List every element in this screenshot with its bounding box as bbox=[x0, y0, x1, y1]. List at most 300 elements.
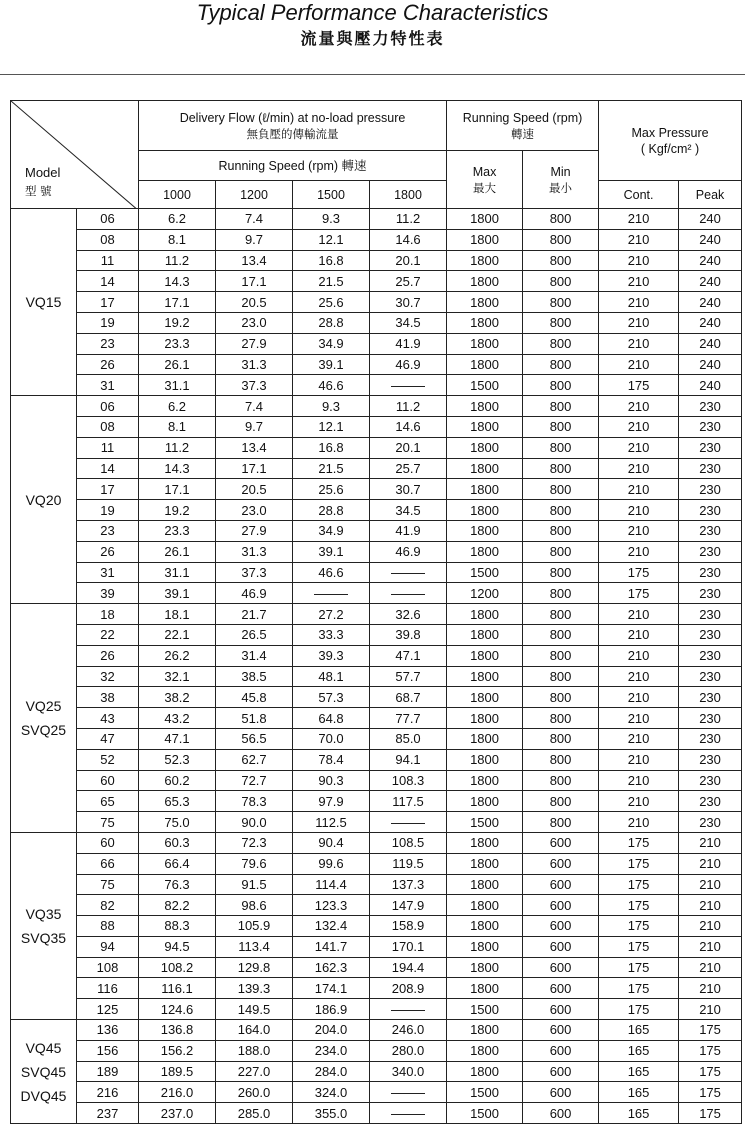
size-cell: 18 bbox=[77, 604, 139, 625]
flow-1200-cell: 113.4 bbox=[216, 936, 293, 957]
flow-1500-cell: 90.3 bbox=[293, 770, 370, 791]
max-speed-cell: 1800 bbox=[447, 229, 523, 250]
flow-1000-cell: 156.2 bbox=[139, 1040, 216, 1061]
peak-pressure-cell: 210 bbox=[679, 832, 742, 853]
size-cell: 60 bbox=[77, 832, 139, 853]
size-cell: 06 bbox=[77, 396, 139, 417]
flow-1000-cell: 237.0 bbox=[139, 1103, 216, 1124]
size-cell: 08 bbox=[77, 416, 139, 437]
model-name: VQ20 bbox=[25, 491, 62, 508]
min-speed-cell: 800 bbox=[523, 396, 599, 417]
flow-1200-cell: 26.5 bbox=[216, 624, 293, 645]
size-cell: 11 bbox=[77, 437, 139, 458]
flow-1500-cell: 90.4 bbox=[293, 832, 370, 853]
table-row bbox=[11, 916, 742, 937]
flow-1000-cell: 43.2 bbox=[139, 708, 216, 729]
peak-pressure-cell: 240 bbox=[679, 271, 742, 292]
flow-1000-cell: 66.4 bbox=[139, 853, 216, 874]
max-speed-cell: 1800 bbox=[447, 437, 523, 458]
min-speed-cell: 600 bbox=[523, 832, 599, 853]
max-speed-cell: 1800 bbox=[447, 978, 523, 999]
max-speed-cell: 1500 bbox=[447, 999, 523, 1020]
table-row bbox=[11, 312, 742, 333]
flow-1800-cell bbox=[370, 375, 447, 396]
table-row bbox=[11, 978, 742, 999]
max-speed-cell: 1800 bbox=[447, 541, 523, 562]
table-row bbox=[11, 396, 742, 417]
min-speed-cell: 800 bbox=[523, 479, 599, 500]
cont-pressure-cell: 210 bbox=[599, 209, 679, 230]
flow-1800-cell: 170.1 bbox=[370, 936, 447, 957]
flow-1000-cell: 8.1 bbox=[139, 229, 216, 250]
flow-1800-cell: 25.7 bbox=[370, 271, 447, 292]
cont-pressure-cell: 210 bbox=[599, 396, 679, 417]
flow-1800-cell: 34.5 bbox=[370, 500, 447, 521]
peak-pressure-cell: 230 bbox=[679, 520, 742, 541]
peak-pressure-cell: 210 bbox=[679, 999, 742, 1020]
cont-pressure-cell: 165 bbox=[599, 1103, 679, 1124]
max-speed-cell: 1800 bbox=[447, 209, 523, 230]
min-speed-cell: 800 bbox=[523, 416, 599, 437]
max-speed-cell: 1800 bbox=[447, 874, 523, 895]
cont-pressure-cell: 210 bbox=[599, 292, 679, 313]
flow-1800-cell: 340.0 bbox=[370, 1061, 447, 1082]
flow-1800-cell bbox=[370, 1082, 447, 1103]
speed-header-1000: 1000 bbox=[139, 181, 216, 209]
cont-pressure-cell: 210 bbox=[599, 624, 679, 645]
size-cell: 116 bbox=[77, 978, 139, 999]
flow-1000-cell: 32.1 bbox=[139, 666, 216, 687]
model-name: DVQ45 bbox=[20, 1087, 67, 1104]
max-speed-cell: 1800 bbox=[447, 458, 523, 479]
flow-1800-cell: 11.2 bbox=[370, 396, 447, 417]
table-row bbox=[11, 874, 742, 895]
cont-pressure-cell: 175 bbox=[599, 832, 679, 853]
delivery-flow-header bbox=[139, 101, 447, 151]
peak-pressure-cell: 240 bbox=[679, 354, 742, 375]
flow-1500-cell bbox=[293, 583, 370, 604]
table-row bbox=[11, 645, 742, 666]
flow-1000-cell: 31.1 bbox=[139, 375, 216, 396]
min-speed-cell: 800 bbox=[523, 604, 599, 625]
flow-1500-cell: 78.4 bbox=[293, 749, 370, 770]
flow-1000-cell: 6.2 bbox=[139, 396, 216, 417]
peak-pressure-cell: 175 bbox=[679, 1103, 742, 1124]
max-speed-cell: 1800 bbox=[447, 645, 523, 666]
table-row bbox=[11, 292, 742, 313]
min-speed-cell: 600 bbox=[523, 1061, 599, 1082]
flow-1200-cell: 9.7 bbox=[216, 416, 293, 437]
flow-1000-cell: 60.3 bbox=[139, 832, 216, 853]
flow-1800-cell: 246.0 bbox=[370, 1020, 447, 1041]
peak-pressure-cell: 175 bbox=[679, 1040, 742, 1061]
header-divider bbox=[0, 74, 745, 75]
flow-1800-cell: 34.5 bbox=[370, 312, 447, 333]
cont-pressure-cell: 175 bbox=[599, 562, 679, 583]
flow-1200-cell: 139.3 bbox=[216, 978, 293, 999]
max-speed-cell: 1800 bbox=[447, 1040, 523, 1061]
max-speed-cell: 1800 bbox=[447, 770, 523, 791]
min-speed-cell: 800 bbox=[523, 375, 599, 396]
flow-1800-cell: 20.1 bbox=[370, 250, 447, 271]
flow-1000-cell: 47.1 bbox=[139, 728, 216, 749]
flow-1500-cell: 123.3 bbox=[293, 895, 370, 916]
size-cell: 14 bbox=[77, 271, 139, 292]
max-speed-cell: 1800 bbox=[447, 312, 523, 333]
flow-1200-cell: 105.9 bbox=[216, 916, 293, 937]
table-row bbox=[11, 416, 742, 437]
flow-1200-cell: 7.4 bbox=[216, 209, 293, 230]
size-cell: 17 bbox=[77, 292, 139, 313]
size-cell: 94 bbox=[77, 936, 139, 957]
flow-1200-cell: 27.9 bbox=[216, 333, 293, 354]
min-speed-cell: 600 bbox=[523, 1020, 599, 1041]
cont-pressure-cell: 210 bbox=[599, 791, 679, 812]
flow-1500-cell: 39.1 bbox=[293, 354, 370, 375]
flow-1200-cell: 90.0 bbox=[216, 812, 293, 833]
flow-1500-cell: 12.1 bbox=[293, 229, 370, 250]
flow-1000-cell: 19.2 bbox=[139, 312, 216, 333]
flow-1000-cell: 14.3 bbox=[139, 271, 216, 292]
flow-1500-cell: 355.0 bbox=[293, 1103, 370, 1124]
cont-pressure-cell: 175 bbox=[599, 978, 679, 999]
min-speed-header bbox=[523, 151, 599, 209]
flow-1000-cell: 26.1 bbox=[139, 541, 216, 562]
flow-1500-cell: 25.6 bbox=[293, 479, 370, 500]
max-pressure-header bbox=[599, 101, 742, 181]
flow-1800-cell: 39.8 bbox=[370, 624, 447, 645]
table-row bbox=[11, 1020, 742, 1041]
cont-pressure-cell: 165 bbox=[599, 1082, 679, 1103]
table-row bbox=[11, 666, 742, 687]
table-row bbox=[11, 209, 742, 230]
flow-1800-cell: 158.9 bbox=[370, 916, 447, 937]
max-speed-cell: 1800 bbox=[447, 728, 523, 749]
flow-1000-cell: 65.3 bbox=[139, 791, 216, 812]
flow-1200-cell: 27.9 bbox=[216, 520, 293, 541]
dash-mark bbox=[391, 573, 425, 574]
peak-pressure-cell: 230 bbox=[679, 479, 742, 500]
flow-1500-cell: 97.9 bbox=[293, 791, 370, 812]
size-cell: 19 bbox=[77, 500, 139, 521]
max-speed-cell: 1800 bbox=[447, 1061, 523, 1082]
size-cell: 216 bbox=[77, 1082, 139, 1103]
page-title: Typical Performance Characteristics bbox=[196, 0, 549, 25]
cont-pressure-cell: 210 bbox=[599, 500, 679, 521]
peak-pressure-cell: 240 bbox=[679, 250, 742, 271]
model-group-cell bbox=[11, 396, 77, 604]
flow-1500-cell: 284.0 bbox=[293, 1061, 370, 1082]
flow-1000-cell: 26.1 bbox=[139, 354, 216, 375]
min-speed-cell: 800 bbox=[523, 209, 599, 230]
size-cell: 75 bbox=[77, 874, 139, 895]
flow-1000-cell: 108.2 bbox=[139, 957, 216, 978]
flow-1000-cell: 76.3 bbox=[139, 874, 216, 895]
flow-1200-cell: 38.5 bbox=[216, 666, 293, 687]
min-speed-cell: 800 bbox=[523, 541, 599, 562]
flow-1000-cell: 82.2 bbox=[139, 895, 216, 916]
flow-1800-cell: 14.6 bbox=[370, 229, 447, 250]
peak-pressure-cell: 240 bbox=[679, 333, 742, 354]
cont-pressure-cell: 175 bbox=[599, 936, 679, 957]
flow-1500-cell: 16.8 bbox=[293, 437, 370, 458]
flow-1500-cell: 46.6 bbox=[293, 562, 370, 583]
peak-pressure-cell: 230 bbox=[679, 562, 742, 583]
flow-1200-cell: 91.5 bbox=[216, 874, 293, 895]
min-speed-cell: 800 bbox=[523, 583, 599, 604]
flow-1200-cell: 129.8 bbox=[216, 957, 293, 978]
max-speed-cell: 1800 bbox=[447, 354, 523, 375]
flow-1000-cell: 189.5 bbox=[139, 1061, 216, 1082]
max-speed-header bbox=[447, 151, 523, 209]
flow-1800-cell: 46.9 bbox=[370, 354, 447, 375]
table-row bbox=[11, 687, 742, 708]
peak-pressure-cell: 230 bbox=[679, 812, 742, 833]
peak-pressure-cell: 230 bbox=[679, 749, 742, 770]
peak-pressure-cell: 240 bbox=[679, 375, 742, 396]
peak-pressure-cell: 230 bbox=[679, 437, 742, 458]
model-group-cell bbox=[11, 1020, 77, 1124]
flow-1800-cell: 57.7 bbox=[370, 666, 447, 687]
peak-pressure-cell: 230 bbox=[679, 624, 742, 645]
peak-pressure-cell: 240 bbox=[679, 292, 742, 313]
cont-pressure-cell: 210 bbox=[599, 250, 679, 271]
dash-mark bbox=[391, 386, 425, 387]
peak-pressure-cell: 175 bbox=[679, 1061, 742, 1082]
flow-1200-cell: 31.4 bbox=[216, 645, 293, 666]
table-row bbox=[11, 749, 742, 770]
cont-pressure-cell: 210 bbox=[599, 687, 679, 708]
flow-1200-cell: 227.0 bbox=[216, 1061, 293, 1082]
flow-1500-cell: 28.8 bbox=[293, 312, 370, 333]
model-group-cell bbox=[11, 604, 77, 833]
min-speed-cell: 800 bbox=[523, 500, 599, 521]
peak-pressure-header: Peak bbox=[679, 181, 742, 209]
min-speed-cell: 800 bbox=[523, 520, 599, 541]
peak-pressure-cell: 210 bbox=[679, 916, 742, 937]
model-name: VQ35 bbox=[25, 905, 62, 922]
peak-pressure-cell: 230 bbox=[679, 500, 742, 521]
model-label: Model bbox=[25, 165, 61, 180]
flow-1200-cell: 7.4 bbox=[216, 396, 293, 417]
max-speed-cell: 1800 bbox=[447, 479, 523, 500]
size-cell: 23 bbox=[77, 520, 139, 541]
size-cell: 26 bbox=[77, 645, 139, 666]
flow-1200-cell: 20.5 bbox=[216, 479, 293, 500]
cont-pressure-cell: 210 bbox=[599, 812, 679, 833]
model-name: VQ25 bbox=[25, 698, 62, 715]
peak-pressure-cell: 230 bbox=[679, 770, 742, 791]
table-row bbox=[11, 479, 742, 500]
flow-1800-cell: 94.1 bbox=[370, 749, 447, 770]
model-header-cell bbox=[11, 101, 139, 209]
flow-1000-cell: 124.6 bbox=[139, 999, 216, 1020]
flow-1500-cell: 9.3 bbox=[293, 209, 370, 230]
min-speed-cell: 600 bbox=[523, 874, 599, 895]
flow-1800-cell: 85.0 bbox=[370, 728, 447, 749]
table-row bbox=[11, 458, 742, 479]
flow-1500-cell: 234.0 bbox=[293, 1040, 370, 1061]
peak-pressure-cell: 230 bbox=[679, 458, 742, 479]
table-row bbox=[11, 250, 742, 271]
table-row bbox=[11, 583, 742, 604]
model-group-cell bbox=[11, 832, 77, 1019]
min-speed-cell: 800 bbox=[523, 687, 599, 708]
flow-1200-cell: 13.4 bbox=[216, 437, 293, 458]
cont-pressure-cell: 210 bbox=[599, 770, 679, 791]
model-name: SVQ45 bbox=[20, 1063, 67, 1080]
flow-1200-cell: 31.3 bbox=[216, 541, 293, 562]
flow-1200-cell: 9.7 bbox=[216, 229, 293, 250]
min-speed-cell: 800 bbox=[523, 229, 599, 250]
min-speed-cell: 800 bbox=[523, 333, 599, 354]
max-speed-cell: 1800 bbox=[447, 396, 523, 417]
model-name: VQ45 bbox=[25, 1039, 62, 1056]
running-speed-header bbox=[447, 101, 599, 151]
min-label: Min bbox=[550, 164, 571, 179]
min-speed-cell: 800 bbox=[523, 749, 599, 770]
min-speed-cell: 600 bbox=[523, 1040, 599, 1061]
flow-1200-cell: 46.9 bbox=[216, 583, 293, 604]
flow-1000-cell: 216.0 bbox=[139, 1082, 216, 1103]
table-row bbox=[11, 271, 742, 292]
flow-1500-cell: 34.9 bbox=[293, 333, 370, 354]
delivery-flow-title: Delivery Flow (ℓ/min) at no-load pressure bbox=[179, 110, 406, 125]
running-speed-title-cjk: 轉速 bbox=[511, 126, 535, 141]
speed-header-1200: 1200 bbox=[216, 181, 293, 209]
cont-pressure-cell: 210 bbox=[599, 749, 679, 770]
flow-1200-cell: 37.3 bbox=[216, 562, 293, 583]
max-speed-cell: 1800 bbox=[447, 250, 523, 271]
cont-pressure-cell: 210 bbox=[599, 416, 679, 437]
size-cell: 26 bbox=[77, 541, 139, 562]
max-speed-cell: 1500 bbox=[447, 1082, 523, 1103]
size-cell: 31 bbox=[77, 562, 139, 583]
max-speed-cell: 1800 bbox=[447, 895, 523, 916]
flow-1200-cell: 13.4 bbox=[216, 250, 293, 271]
peak-pressure-cell: 240 bbox=[679, 209, 742, 230]
flow-1000-cell: 23.3 bbox=[139, 333, 216, 354]
table-row bbox=[11, 333, 742, 354]
table-row bbox=[11, 957, 742, 978]
flow-1800-cell: 108.5 bbox=[370, 832, 447, 853]
max-speed-cell: 1800 bbox=[447, 333, 523, 354]
flow-1000-cell: 18.1 bbox=[139, 604, 216, 625]
flow-1200-cell: 45.8 bbox=[216, 687, 293, 708]
max-speed-cell: 1800 bbox=[447, 624, 523, 645]
flow-1000-cell: 11.2 bbox=[139, 250, 216, 271]
flow-1500-cell: 39.3 bbox=[293, 645, 370, 666]
flow-1000-cell: 31.1 bbox=[139, 562, 216, 583]
peak-pressure-cell: 230 bbox=[679, 583, 742, 604]
peak-pressure-cell: 210 bbox=[679, 895, 742, 916]
max-speed-cell: 1800 bbox=[447, 416, 523, 437]
cont-pressure-cell: 165 bbox=[599, 1020, 679, 1041]
max-speed-cell: 1800 bbox=[447, 1020, 523, 1041]
flow-1200-cell: 21.7 bbox=[216, 604, 293, 625]
peak-pressure-cell: 230 bbox=[679, 396, 742, 417]
flow-1500-cell: 9.3 bbox=[293, 396, 370, 417]
model-group-cell bbox=[11, 209, 77, 396]
size-cell: 88 bbox=[77, 916, 139, 937]
size-cell: 189 bbox=[77, 1061, 139, 1082]
flow-1000-cell: 39.1 bbox=[139, 583, 216, 604]
cont-pressure-cell: 210 bbox=[599, 645, 679, 666]
flow-1800-cell: 147.9 bbox=[370, 895, 447, 916]
table-row bbox=[11, 936, 742, 957]
cont-pressure-cell: 175 bbox=[599, 916, 679, 937]
cont-pressure-cell: 210 bbox=[599, 229, 679, 250]
flow-1000-cell: 38.2 bbox=[139, 687, 216, 708]
flow-1000-cell: 6.2 bbox=[139, 209, 216, 230]
min-speed-cell: 800 bbox=[523, 645, 599, 666]
max-label-cjk: 最大 bbox=[473, 180, 497, 195]
flow-1200-cell: 188.0 bbox=[216, 1040, 293, 1061]
peak-pressure-cell: 230 bbox=[679, 645, 742, 666]
flow-1500-cell: 39.1 bbox=[293, 541, 370, 562]
flow-1000-cell: 17.1 bbox=[139, 479, 216, 500]
size-cell: 06 bbox=[77, 209, 139, 230]
flow-1800-cell: 117.5 bbox=[370, 791, 447, 812]
min-speed-cell: 600 bbox=[523, 936, 599, 957]
peak-pressure-cell: 210 bbox=[679, 936, 742, 957]
max-speed-cell: 1800 bbox=[447, 957, 523, 978]
max-speed-cell: 1800 bbox=[447, 687, 523, 708]
size-cell: 108 bbox=[77, 957, 139, 978]
speed-header-1800: 1800 bbox=[370, 181, 447, 209]
table-row bbox=[11, 791, 742, 812]
flow-1800-cell bbox=[370, 999, 447, 1020]
size-cell: 22 bbox=[77, 624, 139, 645]
page-subtitle: 流量與壓力特性表 bbox=[300, 29, 445, 48]
flow-1800-cell bbox=[370, 562, 447, 583]
table-row bbox=[11, 437, 742, 458]
min-label-cjk: 最小 bbox=[549, 180, 573, 195]
flow-1500-cell: 64.8 bbox=[293, 708, 370, 729]
max-speed-cell: 1800 bbox=[447, 520, 523, 541]
flow-1800-cell: 77.7 bbox=[370, 708, 447, 729]
size-cell: 66 bbox=[77, 853, 139, 874]
flow-1500-cell: 33.3 bbox=[293, 624, 370, 645]
cont-pressure-cell: 210 bbox=[599, 354, 679, 375]
max-label: Max bbox=[472, 164, 497, 179]
max-speed-cell: 1800 bbox=[447, 936, 523, 957]
min-speed-cell: 800 bbox=[523, 250, 599, 271]
flow-1800-cell: 30.7 bbox=[370, 479, 447, 500]
peak-pressure-cell: 240 bbox=[679, 312, 742, 333]
size-cell: 32 bbox=[77, 666, 139, 687]
peak-pressure-cell: 210 bbox=[679, 853, 742, 874]
max-speed-cell: 1500 bbox=[447, 812, 523, 833]
peak-pressure-cell: 210 bbox=[679, 978, 742, 999]
cont-pressure-cell: 210 bbox=[599, 666, 679, 687]
size-cell: 14 bbox=[77, 458, 139, 479]
table-row bbox=[11, 728, 742, 749]
min-speed-cell: 800 bbox=[523, 770, 599, 791]
max-speed-cell: 1800 bbox=[447, 749, 523, 770]
cont-pressure-cell: 210 bbox=[599, 312, 679, 333]
max-speed-cell: 1800 bbox=[447, 791, 523, 812]
size-cell: 08 bbox=[77, 229, 139, 250]
min-speed-cell: 800 bbox=[523, 791, 599, 812]
flow-1500-cell: 114.4 bbox=[293, 874, 370, 895]
max-speed-cell: 1500 bbox=[447, 562, 523, 583]
min-speed-cell: 800 bbox=[523, 292, 599, 313]
peak-pressure-cell: 175 bbox=[679, 1082, 742, 1103]
flow-1000-cell: 8.1 bbox=[139, 416, 216, 437]
table-row bbox=[11, 500, 742, 521]
max-speed-cell: 1800 bbox=[447, 271, 523, 292]
